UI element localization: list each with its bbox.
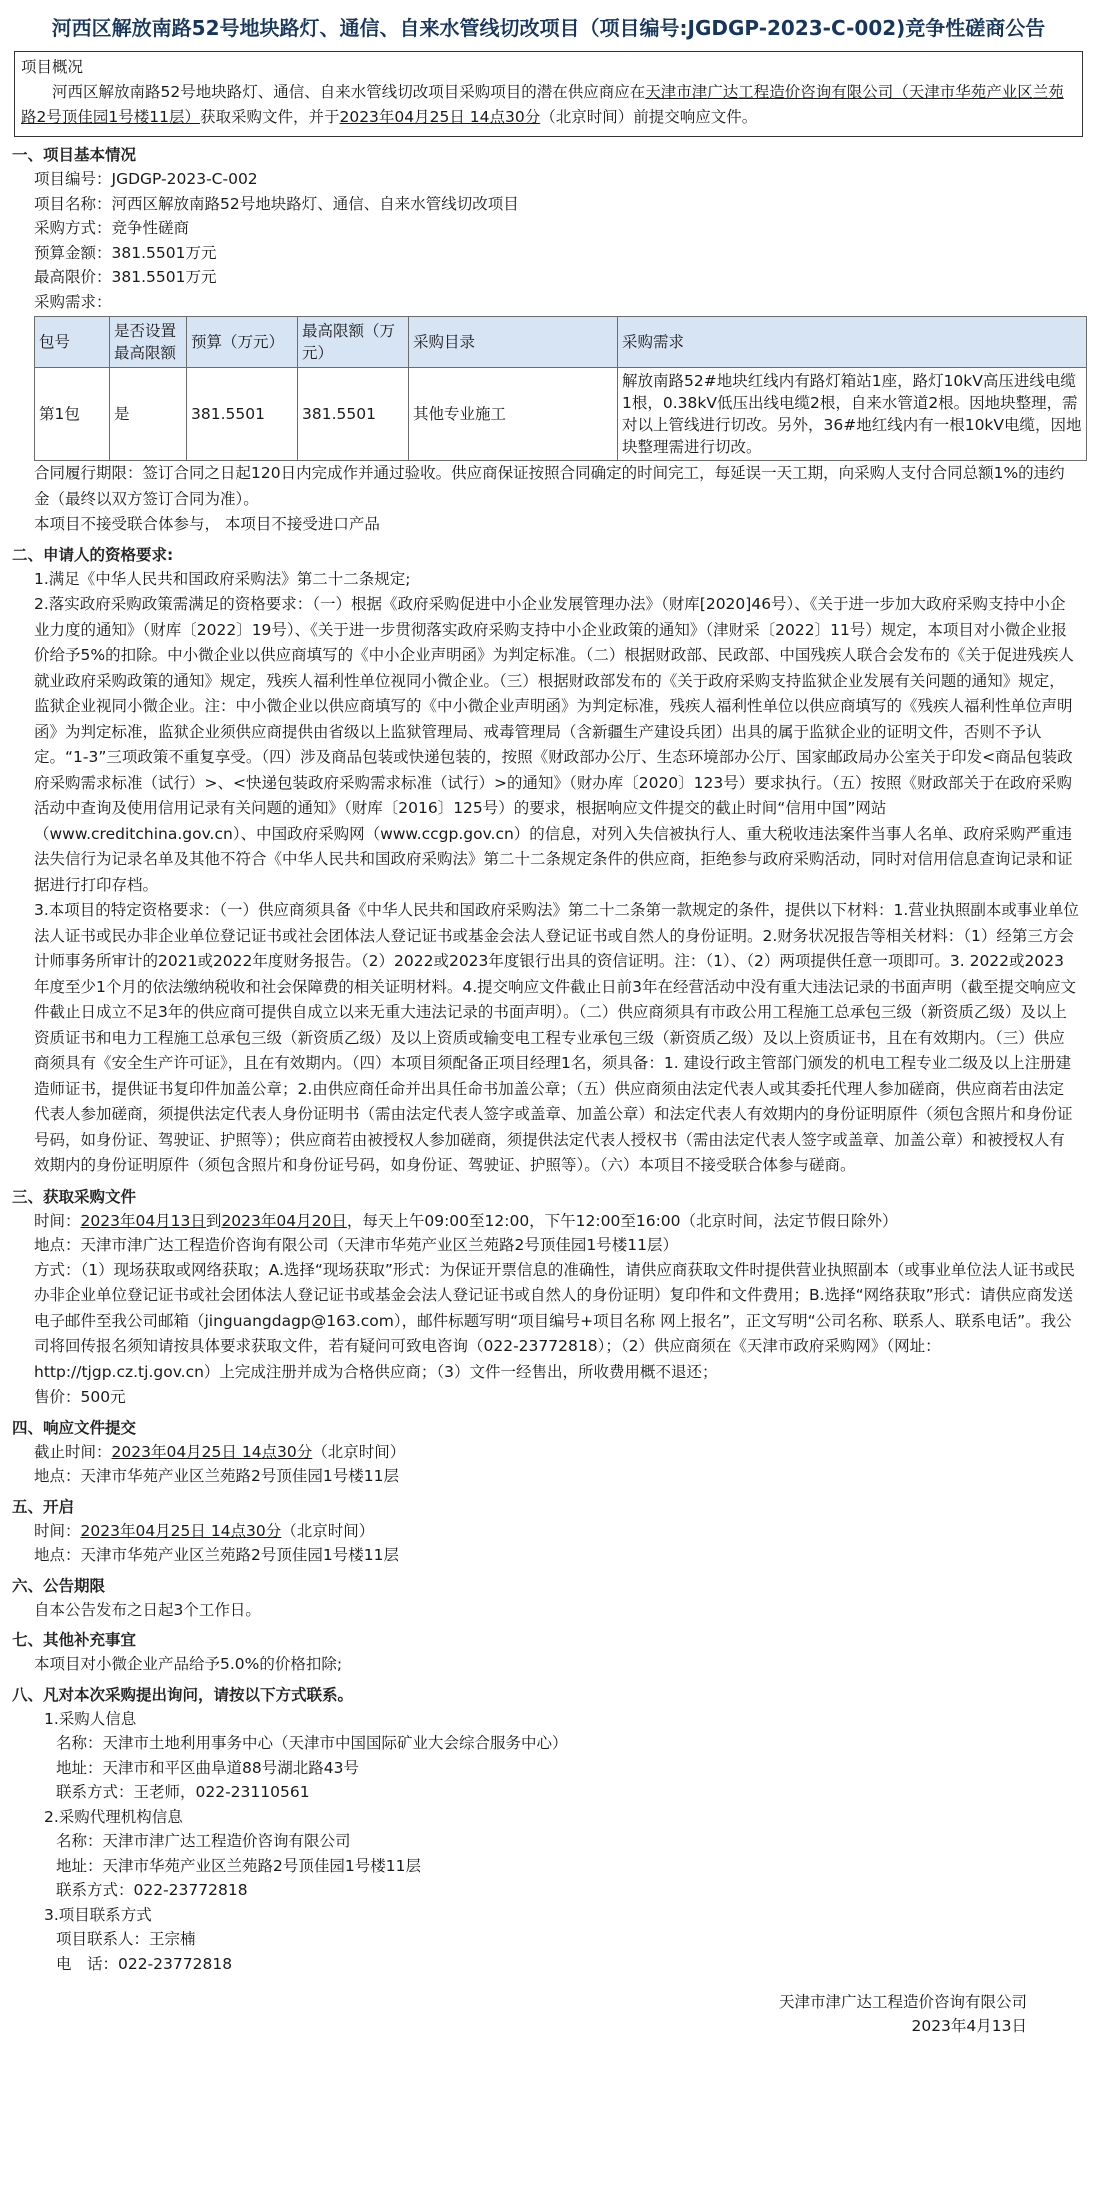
table-cell-package: 第1包: [35, 368, 110, 461]
project-contact-phone: 电 话：022-23772818: [56, 1954, 233, 1973]
acquire-time-label: 时间：: [34, 1211, 81, 1230]
opening-time-label: 时间：: [34, 1521, 81, 1540]
requirements-table: [34, 316, 1087, 461]
section-8-heading: 八、凡对本次采购提出询问，请按以下方式联系。: [12, 1685, 354, 1704]
overview-text-c: （北京时间）前提交响应文件。: [540, 108, 758, 126]
document-price: 售价：500元: [34, 1388, 126, 1406]
signature-org: 天津市津广达工程造价咨询有限公司: [778, 1993, 1027, 2011]
project-contact-label: 3.项目联系方式: [44, 1905, 152, 1924]
project-name: 项目名称：河西区解放南路52号地块路灯、通信、自来水管线切改项目: [34, 194, 519, 213]
table-header: 预算（万元）: [187, 317, 298, 368]
agency-address: 地址：天津市华苑产业区兰苑路2号顶佳园1号楼11层: [56, 1856, 421, 1875]
contract-term: 合同履行期限：签订合同之日起120日内完成作并通过验收。供应商保证按照合同确定的时间完工，每延误一天工期，向采购人支付合同总额1%的违约金（最终以双方签订合同为准）。: [34, 464, 1065, 508]
table-header: 包号: [35, 317, 110, 368]
buyer-label: 1.采购人信息: [44, 1709, 137, 1728]
table-row: [35, 368, 1087, 461]
acquire-time-end: 2023年04月20日: [221, 1211, 347, 1230]
acquire-time-start: 2023年04月13日: [80, 1211, 206, 1230]
overview-deadline: 2023年04月25日 14点30分: [339, 108, 541, 126]
notice-period: 自本公告发布之日起3个工作日。: [34, 1600, 261, 1619]
table-cell-max: 381.5501: [298, 368, 409, 461]
procurement-method: 采购方式：竞争性磋商: [34, 219, 190, 237]
acquire-place: 地点：天津市津广达工程造价咨询有限公司（天津市华苑产业区兰苑路2号顶佳园1号楼11层）: [34, 1236, 678, 1254]
acquire-time: [12, 1209, 1085, 1234]
acquire-time-mid: 到: [205, 1211, 222, 1230]
project-number: 项目编号：JGDGP-2023-C-002: [34, 170, 258, 188]
budget-amount: 预算金额：381.5501万元: [34, 243, 217, 262]
page-title: 河西区解放南路52号地块路灯、通信、自来水管线切改项目（项目编号:JGDGP-2023-C-002)竞争性磋商公告: [51, 16, 1046, 40]
table-header: 最高限额（万元）: [298, 317, 409, 368]
section-5-heading: 五、开启: [12, 1497, 75, 1516]
signature-block: [12, 1990, 1085, 2038]
acquire-method: 方式：（1）现场获取或网络获取；A.选择“现场获取”形式：为保证开票信息的准确性，请供应商获取文件时提供营业执照副本（或事业单位法人证书或民办非企业单位登记证书或社会团体法人登记证书或基金会法人登记证书或自然人的身份证明）复印件和文件费用；B.选择“网络获取”形式：请供应商发送电子邮件至我公司邮箱（jinguangdagp@163.com），邮件标题写明“项目编号+项目名称 网上报名”，正文写明“公司名称、联系人、联系电话”。我公司将回传报名须知请按具体要求获取文件，若有疑问可致电咨询（022-23772818）；（2）供应商须在《天津市政府采购网》（网址：http://tjgp.cz.tj.gov.cn）上完成注册并成为合格供应商；（3）文件一经售出，所收费用概不退还；: [34, 1260, 1075, 1381]
table-header: 采购需求: [618, 317, 1087, 368]
overview-text-b: 获取采购文件，并于: [199, 108, 340, 126]
qualification-3: 3.本项目的特定资格要求：（一）供应商须具备《中华人民共和国政府采购法》第二十二条第一款规定的条件，提供以下材料：1.营业执照副本或事业单位法人证书或民办非企业单位登记证书或社会团体法人登记证书或基金会法人登记证书或自然人的身份证明。2.财务状况报告等相关材料：（1）经第三方会计师事务所审计的2021或2022年度财务报告。（2）2022或2023年度银行出具的资信证明。注：（1）、（2）两项提供任意一项即可。3. 2022或2023年度至少1个月的依法缴纳税收和社会保障费的相关证明材料。4.提交响应文件截止日前3年在经营活动中没有重大违法记录的书面声明（截至提交响应文件截止日成立不足3年的供应商可提供自成立以来无重大违法记录的书面声明）。（二）供应商须具有市政公用工程施工总承包三级（新资质乙级）及以上资质证书和电力工程施工总承包三级（新资质乙级）及以上资质或输变电工程专业承包三级（新资质乙级）及以上资质证书，且在有效期内。（三）供应商须具有《安全生产许可证》，且在有效期内。（四）本项目须配备正项目经理1名，须具备：1. 建设行政主管部门颁发的机电工程专业二级及以上注册建造师证书，提供证书复印件加盖公章；2.由供应商任命并出具任命书加盖公章；（五）供应商须由法定代表人或其委托代理人参加磋商，供应商若由法定代表人参加磋商，须提供法定代表人身份证明书（需由法定代表人签字或盖章、加盖公章）和法定代表人有效期内的身份证明原件（须包含照片和身份证号码，如身份证、驾驶证、护照等）；供应商若由被授权人参加磋商，须提供法定代表人授权书（需由法定代表人签字或盖章、加盖公章）和被授权人有效期内的身份证明原件（须包含照片和身份证号码，如身份证、驾驶证、护照等）。（六）本项目不接受联合体参与磋商。: [34, 901, 1079, 1174]
table-cell-catalog: 其他专业施工: [409, 368, 618, 461]
qualification-1: 1.满足《中华人民共和国政府采购法》第二十二条规定;: [34, 569, 411, 588]
overview-place: 天津市津广达工程造价咨询有限公司（天津市华苑产业区兰苑路2号顶佳园1号楼11层）: [21, 83, 1064, 126]
signature-date: 2023年4月13日: [911, 2017, 1027, 2035]
overview-text-a: 河西区解放南路52号地块路灯、通信、自来水管线切改项目采购项目的潜在供应商应在: [52, 83, 646, 101]
agency-label: 2.采购代理机构信息: [44, 1807, 183, 1826]
overview-label: 项目概况: [21, 58, 84, 76]
section-1-heading: 一、项目基本情况: [12, 146, 137, 164]
section-4-heading: 四、响应文件提交: [12, 1418, 137, 1437]
agency-contact: 联系方式：022-23772818: [56, 1881, 248, 1899]
submission-place: 地点：天津市华苑产业区兰苑路2号顶佳园1号楼11层: [34, 1467, 399, 1485]
section-6-heading: 六、公告期限: [12, 1576, 106, 1595]
overview-text: [21, 80, 1076, 130]
agency-name: 名称：天津市津广达工程造价咨询有限公司: [56, 1832, 351, 1850]
project-contact-person: 项目联系人：王宗楠: [56, 1930, 196, 1948]
opening-time: [12, 1519, 1085, 1544]
opening-place: 地点：天津市华苑产业区兰苑路2号顶佳园1号楼11层: [34, 1546, 399, 1564]
buyer-contact: 联系方式：王老师，022-23110561: [56, 1783, 310, 1801]
supplementary-note: 本项目对小微企业产品给予5.0%的价格扣除;: [34, 1655, 343, 1673]
buyer-name: 名称：天津市土地利用事务中心（天津市中国国际矿业大会综合服务中心）: [56, 1734, 568, 1752]
section-3-heading: 三、获取采购文件: [12, 1187, 137, 1206]
overview-box: [14, 51, 1083, 137]
table-header: 采购目录: [409, 317, 618, 368]
section-2-heading: 二、申请人的资格要求:: [12, 545, 174, 564]
no-joint-note: 本项目不接受联合体参与， 本项目不接受进口产品: [34, 515, 380, 533]
opening-time-value: 2023年04月25日 14点30分: [80, 1521, 282, 1540]
needs-label: 采购需求：: [34, 292, 112, 311]
table-cell-has-max: 是: [110, 368, 187, 461]
deadline-tz: （北京时间）: [312, 1442, 406, 1461]
table-header-row: [35, 317, 1087, 368]
deadline-time: 2023年04月25日 14点30分: [111, 1442, 313, 1461]
acquire-time-hours: ，每天上午09:00至12:00，下午12:00至16:00（北京时间，法定节假日除外）: [346, 1211, 898, 1230]
section-7-heading: 七、其他补充事宜: [12, 1631, 137, 1649]
table-header: 是否设置最高限额: [110, 317, 187, 368]
table-cell-need: 解放南路52#地块红线内有路灯箱站1座，路灯10kV高压进线电缆1根，0.38kV低压出线电缆2根，自来水管道2根。因地块整理，需对以上管线进行切改。另外，36#地红线内有一根10kV电缆，因地块整理需进行切改。: [618, 368, 1087, 461]
deadline-label: 截止时间：: [34, 1442, 112, 1461]
max-price: 最高限价：381.5501万元: [34, 268, 217, 286]
submission-deadline: [12, 1440, 1085, 1465]
table-cell-budget: 381.5501: [187, 368, 298, 461]
buyer-address: 地址：天津市和平区曲阜道88号湖北路43号: [56, 1758, 359, 1777]
qualification-2: 2.落实政府采购政策需满足的资格要求：（一）根据《政府采购促进中小企业发展管理办法》（财库[2020]46号）、《关于进一步加大政府采购支持中小企业力度的通知》（财库〔2022〕19号）、《关于进一步贯彻落实政府采购支持中小企业政策的通知》（津财采〔2022〕11号）规定，本项目对小微企业报价给予5%的扣除。中小微企业以供应商填写的《中小企业声明函》为判定标准。（二）根据财政部、民政部、中国残疾人联合会发布的《关于促进残疾人就业政府采购政策的通知》规定，残疾人福利性单位视同小微企业。（三）根据财政部发布的《关于政府采购支持监狱企业发展有关问题的通知》规定，监狱企业视同小微企业。注：中小微企业以供应商填写的《中小微企业声明函》为判定标准，残疾人福利性单位以供应商填写的《残疾人福利性单位声明函》为判定标准，监狱企业须供应商提供由省级以上监狱管理局、戒毒管理局（含新疆生产建设兵团）出具的属于监狱企业的证明文件，否则不予认定。“1-3”三项政策不重复享受。（四）涉及商品包装或快递包装的，按照《财政部办公厅、生态环境部办公厅、国家邮政局办公室关于印发<商品包装政府采购需求标准（试行）>、<快递包装政府采购需求标准（试行）>的通知》（财办库〔2020〕123号）要求执行。（五）按照《财政部关于在政府采购活动中查询及使用信用记录有关问题的通知》（财库〔2016〕125号）的要求，根据响应文件提交的截止时间“信用中国”网站（www.creditchina.gov.cn）、中国政府采购网（www.ccgp.gov.cn）的信息，对列入失信被执行人、重大税收违法案件当事人名单、政府采购严重违法失信行为记录名单及其他不符合《中华人民共和国政府采购法》第二十二条规定条件的供应商，拒绝参与政府采购活动，同时对信用信息查询记录和证据进行打印存档。: [34, 595, 1074, 894]
opening-time-tz: （北京时间）: [281, 1521, 375, 1540]
